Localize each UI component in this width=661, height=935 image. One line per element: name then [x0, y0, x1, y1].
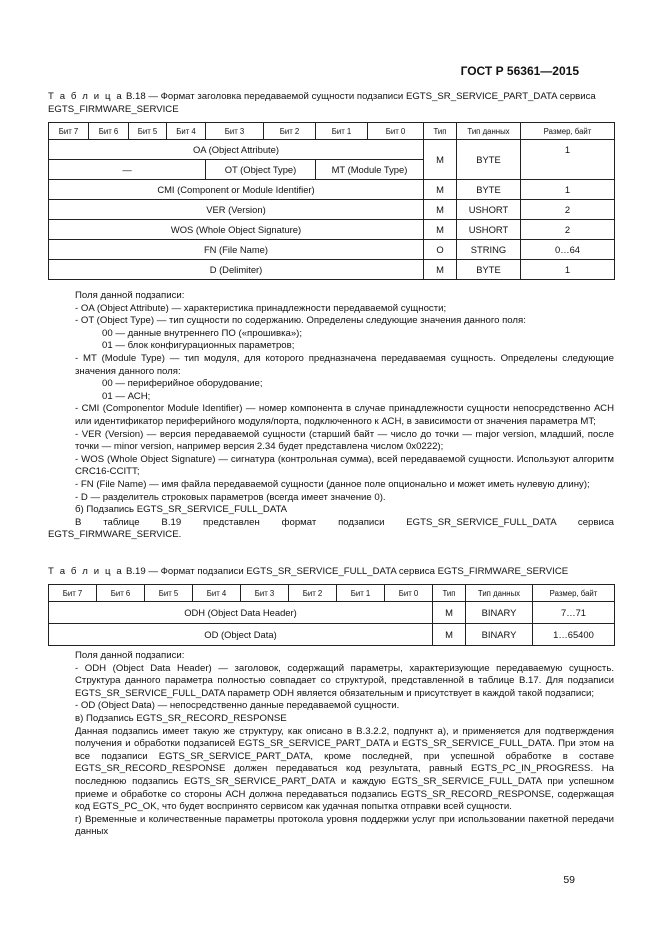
field-cell: OD (Object Data) — [49, 624, 433, 646]
paragraph: - OD (Object Data) — непосредственно данные передаваемой сущности. — [75, 700, 400, 712]
table-header-row — [49, 585, 615, 602]
data-type-cell: BYTE — [457, 140, 521, 180]
column-header: Бит 7 — [49, 123, 89, 140]
table-18-field-descriptions — [48, 290, 614, 542]
paragraph: Данная подзапись имеет такую же структуру, как описано в В.3.2.2, подпункт а), и применяется для подтверждения получения и обработки подзаписей EGTS_SR_SERVICE_PART_DATA и EGTS_SR_SERVICE_FULL_DATA. При этом на все подзаписи EGTS_SR_SERVICE_PART_DATA, кроме последней, при успешной обработке в составе EGTS_SR_RECORD_RESPONSE должен передаваться код результата, равный EGTS_PC_IN_PROGRESS. На последнюю подзапись EGTS_SR_SERVICE_PART_DATA и каждую EGTS_SR_SERVICE_FULL_DATA при успешном приеме и обработке со стороны АСН должна передаваться подзапись EGTS_SR_RECORD_RESPONSE, содержащая код EGTS_PC_OK, что будет воспринято сервисом как удачная попытка отправки всей сущности. — [75, 725, 614, 813]
paragraph: Поля данной подзаписи: — [75, 290, 185, 301]
document-standard-header: ГОСТ Р 56361—2015 — [460, 64, 579, 78]
type-cell: M — [433, 624, 466, 646]
paragraph: - ODH (Object Data Header) — заголовок, содержащий параметры, характеризующие передаваемую сущность. Структура данного параметра полностью совпадает со структурой, представленной в таблице В.17. Для подзаписи EGTS_SR_SERVICE_FULL_DATA параметр ODH является обязательным и присутствует в каждой такой подзаписи; — [75, 662, 614, 699]
table-row — [49, 140, 615, 160]
table-row — [49, 260, 615, 280]
size-cell: 2 — [521, 220, 615, 240]
table-header-row — [49, 123, 615, 140]
field-cell: OA (Object Attribute) — [49, 140, 424, 160]
column-header: Бит 4 — [193, 585, 241, 602]
paragraph: EGTS_FIRMWARE_SERVICE. — [48, 529, 182, 541]
column-header: Бит 0 — [385, 585, 433, 602]
table-caption-text: В.19 — Формат подзаписи EGTS_SR_SERVICE_FULL_DATA сервиса EGTS_FIRMWARE_SERVICE — [123, 566, 569, 577]
paragraph: г) Временные и количественные параметры протокола уровня поддержки услуг при использовании пакетной передачи данных — [75, 813, 614, 838]
table-row — [49, 180, 615, 200]
size-cell: 1 — [521, 180, 615, 200]
paragraph: - WOS (Whole Object Signature) — сигнатура (контрольная сумма), всей передаваемой сущности. Используют алгоритм CRC16-CCITT; — [75, 453, 614, 478]
data-type-cell: USHORT — [457, 200, 521, 220]
field-cell: D (Delimiter) — [49, 260, 424, 280]
data-type-cell: USHORT — [457, 220, 521, 240]
type-cell: M — [424, 180, 457, 200]
column-header: Бит 7 — [49, 585, 97, 602]
field-cell: MT (Module Type) — [316, 160, 424, 180]
column-header: Тип — [424, 123, 457, 140]
field-cell: FN (File Name) — [49, 240, 424, 260]
column-header: Размер, байт — [521, 123, 615, 140]
column-header: Бит 2 — [264, 123, 316, 140]
column-header: Бит 3 — [206, 123, 264, 140]
table-19 — [48, 584, 615, 646]
paragraph: 00 — данные внутреннего ПО («прошивка»); — [102, 327, 303, 339]
table-row — [49, 602, 615, 624]
table-19-caption — [48, 565, 613, 578]
paragraph: - CMI (Componentor Module Identifier) — номер компонента в случае принадлежности сущности непосредственно АСН или идентификатор периферийного модуля/порта, подключенного к АСН, в зависимости от значения параметра MT; — [75, 403, 614, 427]
paragraph: - FN (File Name) — имя файла передаваемой сущности (данное поле опционально и может иметь нулевую длину); — [75, 478, 590, 490]
type-cell: M — [424, 200, 457, 220]
table-row — [49, 220, 615, 240]
table-label: Т а б л и ц а — [48, 91, 124, 102]
size-cell: 7…71 — [533, 602, 615, 624]
type-cell: M — [424, 260, 457, 280]
size-cell: 1…65400 — [533, 624, 615, 646]
column-header: Бит 0 — [368, 123, 424, 140]
column-header: Бит 1 — [316, 123, 368, 140]
type-cell: M — [433, 602, 466, 624]
size-cell: 2 — [521, 200, 615, 220]
data-type-cell: STRING — [457, 240, 521, 260]
size-cell: 1 — [521, 260, 615, 280]
paragraph: В таблице В.19 представлен формат подзаписи EGTS_SR_SERVICE_FULL_DATA сервиса — [75, 516, 614, 528]
field-cell: VER (Version) — [49, 200, 424, 220]
paragraph: - VER (Version) — версия передаваемой сущности (старший байт — число до точки — major version, младший, после точки — minor version, например версия 2.34 будет представлена числом 0x0222); — [75, 428, 614, 453]
field-cell: OT (Object Type) — [206, 160, 316, 180]
field-cell: CMI (Component or Module Identifier) — [49, 180, 424, 200]
table-row — [49, 240, 615, 260]
column-header: Бит 1 — [337, 585, 385, 602]
field-cell: ODH (Object Data Header) — [49, 602, 433, 624]
type-cell: O — [424, 240, 457, 260]
column-header: Бит 3 — [241, 585, 289, 602]
column-header: Бит 4 — [167, 123, 206, 140]
size-cell: 1 — [521, 140, 615, 180]
column-header: Бит 5 — [129, 123, 167, 140]
paragraph: - MT (Module Type) — тип модуля, для которого предназначена передаваемая сущность. Определены следующие значения данного поля: — [75, 352, 614, 377]
data-type-cell: BINARY — [466, 624, 533, 646]
table-label: Т а б л и ц а — [48, 566, 124, 577]
data-type-cell: BYTE — [457, 180, 521, 200]
paragraph: 00 — периферийное оборудование; — [102, 378, 263, 390]
column-header: Бит 6 — [97, 585, 145, 602]
column-header: Размер, байт — [533, 585, 615, 602]
paragraph: - OA (Object Attribute) — характеристика принадлежности передаваемой сущности; — [75, 302, 447, 314]
table-caption-text: В.18 — Формат заголовка передаваемой сущности подзаписи EGTS_SR_SERVICE_PART_DATA сервиса EGTS_FIRMWARE_SERVICE — [48, 91, 596, 115]
paragraph: 01 — АСН; — [102, 390, 151, 402]
paragraph: Поля данной подзаписи: — [75, 650, 185, 661]
table-18 — [48, 122, 615, 280]
page-number: 59 — [563, 874, 575, 886]
type-cell: M — [424, 140, 457, 180]
table-row — [49, 200, 615, 220]
data-type-cell: BYTE — [457, 260, 521, 280]
data-type-cell: BINARY — [466, 602, 533, 624]
field-cell: — — [49, 160, 206, 180]
paragraph: - OT (Object Type) — тип сущности по содержанию. Определены следующие значения данного поля: — [75, 315, 526, 327]
column-header: Тип данных — [457, 123, 521, 140]
column-header: Бит 2 — [289, 585, 337, 602]
column-header: Тип данных — [466, 585, 533, 602]
paragraph: - D — разделитель строковых параметров (всегда имеет значение 0). — [75, 491, 386, 503]
column-header: Бит 6 — [89, 123, 129, 140]
column-header: Бит 5 — [145, 585, 193, 602]
field-cell: WOS (Whole Object Signature) — [49, 220, 424, 240]
table-19-field-descriptions — [48, 650, 614, 839]
paragraph: 01 — блок конфигурационных параметров; — [102, 340, 295, 352]
paragraph: в) Подзапись EGTS_SR_RECORD_RESPONSE — [75, 712, 287, 724]
type-cell: M — [424, 220, 457, 240]
paragraph: б) Подзапись EGTS_SR_SERVICE_FULL_DATA — [75, 504, 288, 516]
size-cell: 0…64 — [521, 240, 615, 260]
column-header: Тип — [433, 585, 466, 602]
table-18-caption — [48, 90, 613, 116]
table-row — [49, 624, 615, 646]
